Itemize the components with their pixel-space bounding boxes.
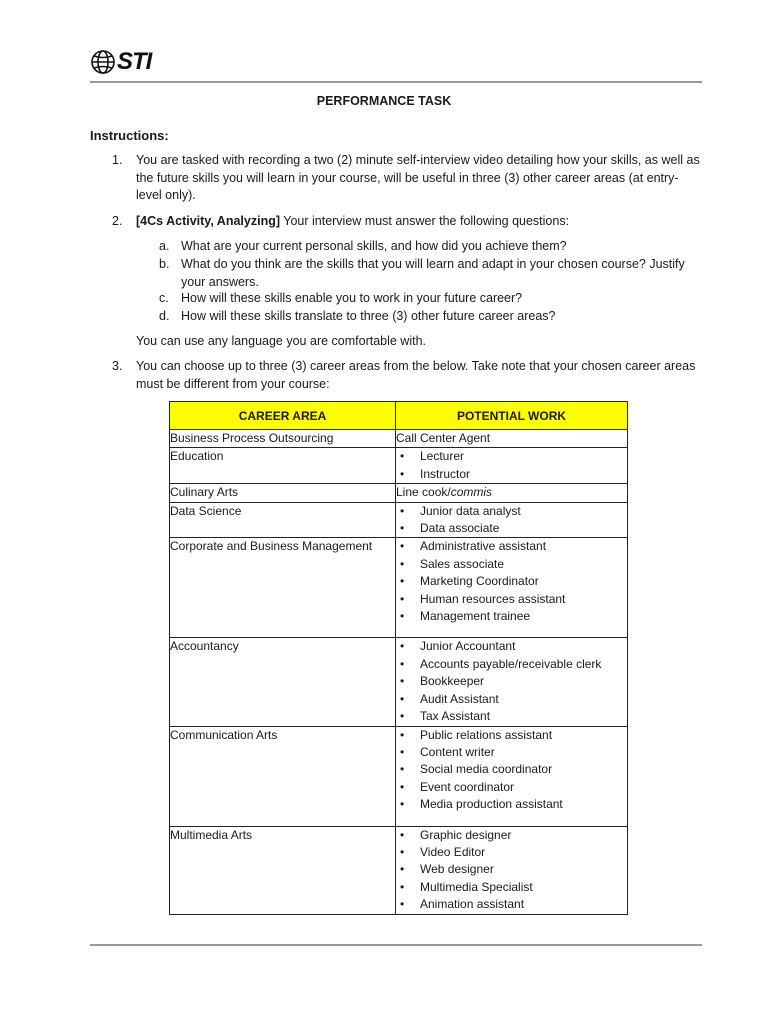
work-item-text: Tax Assistant <box>420 709 491 724</box>
bullet-icon: • <box>400 827 405 842</box>
globe-icon <box>90 49 116 75</box>
table-row <box>170 638 628 726</box>
table-row <box>170 430 628 448</box>
list-item <box>396 520 627 537</box>
work-item-text: Lecturer <box>420 449 465 464</box>
work-item-text: Graphic designer <box>420 827 512 842</box>
bullet-icon: • <box>400 639 405 654</box>
work-list <box>396 638 627 725</box>
work-item-text: Administrative assistant <box>420 539 547 554</box>
work-item-text: Data associate <box>420 521 500 536</box>
work-item-text: Media production assistant <box>420 797 563 812</box>
instruction-item-2 <box>112 213 704 231</box>
list-item <box>396 538 627 555</box>
bullet-icon: • <box>400 897 405 912</box>
bullet-icon: • <box>400 762 405 777</box>
item-text: You are tasked with recording a two (2) minute self-interview video detailing how your skills, as well as the future skills you will learn in your course, will be useful in three (3) other career areas (at entry-level only). <box>136 153 700 202</box>
bullet-icon: • <box>400 656 405 671</box>
list-item <box>396 608 627 625</box>
list-item <box>396 448 627 465</box>
question-c: c. How will these skills enable you to work in your future career? <box>159 291 523 305</box>
bullet-icon: • <box>400 539 405 554</box>
career-areas-table <box>169 401 628 915</box>
potential-work-cell <box>396 538 628 638</box>
work-item-text: Web designer <box>420 862 494 877</box>
work-item-text: Human resources assistant <box>420 591 566 606</box>
list-item <box>396 727 627 744</box>
potential-work-cell <box>396 826 628 914</box>
list-item <box>396 708 627 725</box>
bullet-icon: • <box>400 797 405 812</box>
list-item <box>396 879 627 896</box>
item-text: Your interview must answer the following questions: <box>280 214 570 228</box>
column-header-potential-work: POTENTIAL WORK <box>396 402 628 430</box>
bullet-icon: • <box>400 691 405 706</box>
bullet-icon: • <box>400 727 405 742</box>
work-item-text: Multimedia Specialist <box>420 879 533 894</box>
bullet-icon: • <box>400 779 405 794</box>
work-item-text: Video Editor <box>420 844 486 859</box>
potential-work-cell <box>396 726 628 826</box>
page-title: PERFORMANCE TASK <box>316 94 452 108</box>
career-area-cell: Business Process Outsourcing <box>170 430 396 448</box>
table-row <box>170 502 628 538</box>
table-header-row <box>170 402 628 430</box>
bullet-icon: • <box>400 674 405 689</box>
work-item-text: Instructor <box>420 466 471 481</box>
table-row <box>170 726 628 826</box>
list-item <box>396 844 627 861</box>
question-a: a. What are your current personal skills, and how did you achieve them? <box>159 239 567 253</box>
header-divider <box>90 81 702 83</box>
work-item-text: Audit Assistant <box>420 691 499 706</box>
potential-work-cell <box>396 448 628 484</box>
table-row <box>170 538 628 638</box>
list-item <box>396 827 627 844</box>
bullet-icon: • <box>400 844 405 859</box>
list-item <box>396 556 627 573</box>
career-area-cell: Education <box>170 448 396 484</box>
language-note: You can use any language you are comfortable with. <box>136 334 427 348</box>
bullet-icon: • <box>400 709 405 724</box>
work-item-text: Public relations assistant <box>420 727 553 742</box>
list-item <box>396 573 627 590</box>
work-item-text: Event coordinator <box>420 779 515 794</box>
instruction-item-3 <box>112 358 704 393</box>
career-area-cell: Communication Arts <box>170 726 396 826</box>
potential-work-cell <box>396 638 628 726</box>
bullet-icon: • <box>400 744 405 759</box>
item-number: 2. <box>112 214 123 228</box>
bullet-icon: • <box>400 862 405 877</box>
career-area-cell: Culinary Arts <box>170 484 396 502</box>
work-item-text: Junior Accountant <box>420 639 516 654</box>
list-item <box>396 761 627 778</box>
bullet-icon: • <box>400 521 405 536</box>
logo-text: STI <box>117 48 152 75</box>
item-number: 1. <box>112 153 123 167</box>
potential-work-cell <box>396 430 628 448</box>
bullet-icon: • <box>400 503 405 518</box>
work-list <box>396 448 627 483</box>
career-area-cell: Data Science <box>170 502 396 538</box>
work-item-text: Bookkeeper <box>420 674 485 689</box>
document-header <box>90 44 702 84</box>
table-body <box>170 430 628 915</box>
bullet-icon: • <box>400 591 405 606</box>
work-text: Line cook/ <box>396 485 451 500</box>
instruction-item-1 <box>112 152 704 205</box>
sti-logo <box>90 48 151 76</box>
list-item <box>396 656 627 673</box>
bullet-icon: • <box>400 449 405 464</box>
table-row <box>170 826 628 914</box>
career-area-cell: Corporate and Business Management <box>170 538 396 638</box>
table-row <box>170 448 628 484</box>
list-item <box>396 896 627 913</box>
bullet-icon: • <box>400 879 405 894</box>
footer-divider <box>90 944 702 946</box>
question-b: b. What do you think are the skills that you will learn and adapt in your chosen course? Justify your answers. <box>159 257 685 289</box>
work-item-text: Content writer <box>420 744 495 759</box>
work-item-text: Junior data analyst <box>420 503 521 518</box>
list-item <box>396 796 627 813</box>
instructions-heading: Instructions: <box>90 128 169 143</box>
work-list <box>396 503 627 538</box>
work-item-text: Sales associate <box>420 556 505 571</box>
list-item <box>396 466 627 483</box>
list-item <box>396 861 627 878</box>
activity-tag: [4Cs Activity, Analyzing] <box>136 214 281 228</box>
list-item <box>396 638 627 655</box>
table-row <box>170 484 628 502</box>
work-list <box>396 727 627 814</box>
list-item <box>396 691 627 708</box>
item-text: You can choose up to three (3) career areas from the below. Take note that your chosen career areas must be different from your course: <box>136 359 696 391</box>
list-item <box>396 744 627 761</box>
work-text: Call Center Agent <box>396 431 491 445</box>
work-item-text: Marketing Coordinator <box>420 574 539 589</box>
career-area-cell: Multimedia Arts <box>170 826 396 914</box>
work-item-text: Accounts payable/receivable clerk <box>420 656 602 671</box>
work-item-text: Management trainee <box>420 609 531 624</box>
work-text-italic: commis <box>450 485 493 500</box>
work-list <box>396 827 627 914</box>
list-item <box>396 503 627 520</box>
potential-work-cell <box>396 502 628 538</box>
bullet-icon: • <box>400 466 405 481</box>
work-item-text: Animation assistant <box>420 897 525 912</box>
list-item <box>396 673 627 690</box>
column-header-career-area: CAREER AREA <box>170 402 396 430</box>
work-list <box>396 538 627 625</box>
bullet-icon: • <box>400 609 405 624</box>
question-d: d. How will these skills translate to three (3) other future career areas? <box>159 309 556 323</box>
potential-work-cell <box>396 484 628 502</box>
bullet-icon: • <box>400 556 405 571</box>
bullet-icon: • <box>400 574 405 589</box>
career-area-cell: Accountancy <box>170 638 396 726</box>
work-item-text: Social media coordinator <box>420 762 553 777</box>
item-number: 3. <box>112 359 123 373</box>
list-item <box>396 779 627 796</box>
list-item <box>396 591 627 608</box>
